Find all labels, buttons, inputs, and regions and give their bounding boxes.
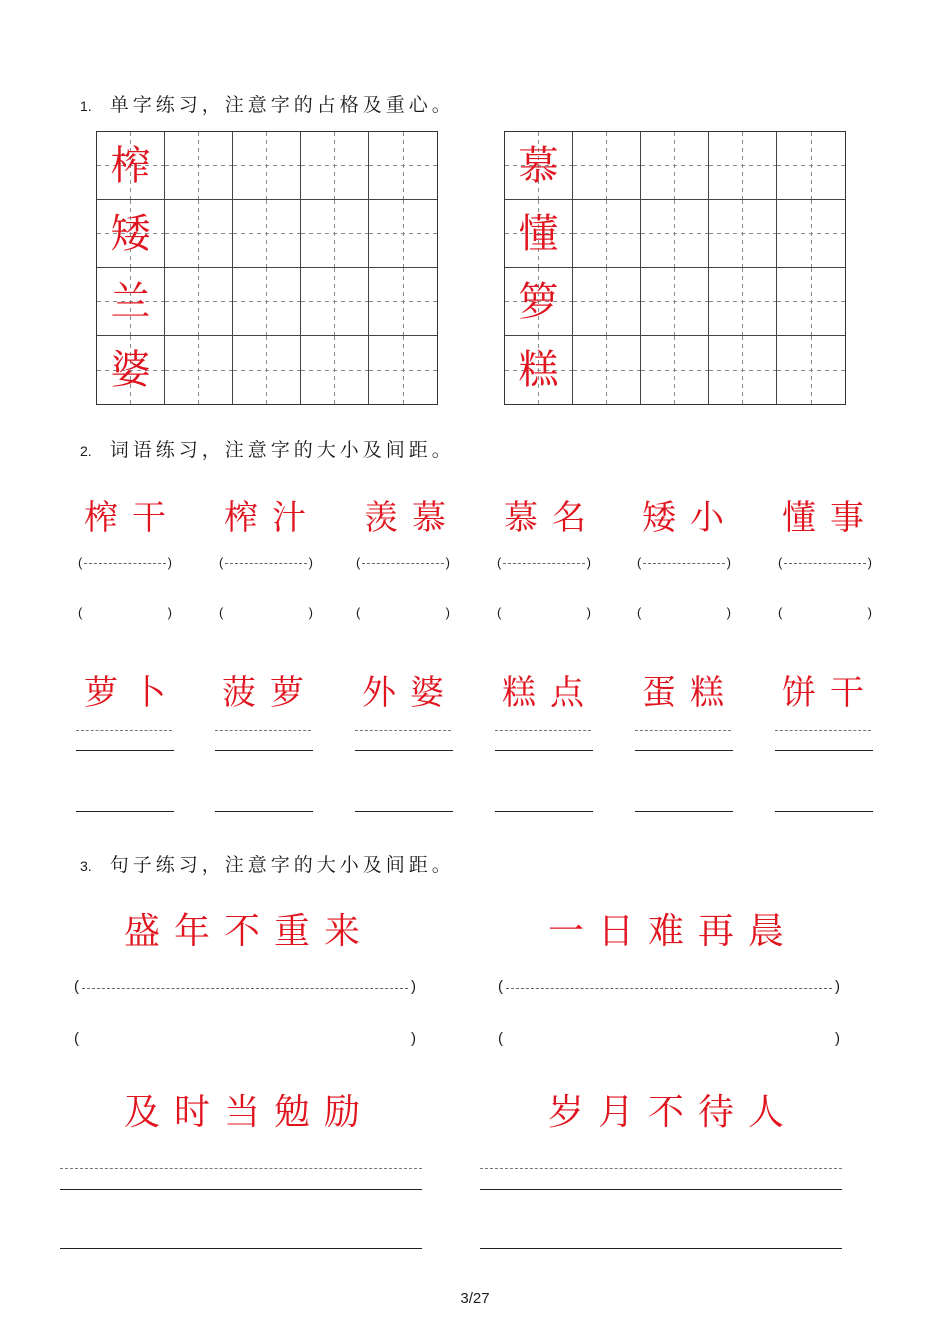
vocab-word: 蛋糕 <box>642 673 738 713</box>
writing-line[interactable] <box>635 750 733 751</box>
grid-cell <box>369 268 437 336</box>
grid-cell <box>165 336 233 404</box>
pinyin-blank[interactable]: ( ) <box>356 555 450 570</box>
grid-cell <box>165 132 233 200</box>
writing-guide <box>635 730 731 731</box>
grid-char: 糕 <box>518 347 559 393</box>
sentence: 盛年不重来 <box>124 911 375 952</box>
writing-guide <box>215 730 311 731</box>
grid-char: 慕 <box>518 142 559 189</box>
pinyin-blank[interactable]: ( ) <box>78 605 172 620</box>
grid-cell <box>777 336 845 404</box>
grid-cell <box>97 200 165 268</box>
writing-line[interactable] <box>76 750 174 751</box>
vocab-word: 矮小 <box>642 498 738 538</box>
section1-heading <box>80 90 455 117</box>
pinyin-blank[interactable]: ( ) <box>356 605 450 620</box>
writing-line[interactable] <box>355 750 453 751</box>
writing-line[interactable] <box>60 1248 422 1249</box>
writing-line[interactable] <box>480 1248 842 1249</box>
grid-cell <box>301 200 369 268</box>
vocab-word: 饼干 <box>782 673 878 713</box>
pinyin-blank[interactable]: ( ) <box>78 555 172 570</box>
pinyin-blank[interactable]: ( ) <box>778 555 872 570</box>
sentence: 岁月不待人 <box>548 1092 799 1133</box>
writing-line[interactable] <box>480 1189 842 1190</box>
grid-char: 矮 <box>110 210 151 257</box>
pinyin-blank[interactable]: ( ) <box>497 555 591 570</box>
grid-cell <box>165 268 233 336</box>
writing-line[interactable] <box>215 750 313 751</box>
section2-title: 词语练习，注意字的大小及间距。 <box>109 439 455 461</box>
writing-guide <box>76 730 172 731</box>
pinyin-blank[interactable]: ( ) <box>74 1030 416 1047</box>
sentence: 一日难再晨 <box>548 911 799 952</box>
vocab-word: 糕点 <box>502 673 598 713</box>
writing-line[interactable] <box>355 811 453 812</box>
writing-guide <box>480 1168 842 1169</box>
writing-guide <box>355 730 451 731</box>
section2-number: 2. <box>80 443 92 459</box>
writing-guide <box>775 730 871 731</box>
section1-number: 1. <box>80 98 92 114</box>
writing-line[interactable] <box>215 811 313 812</box>
writing-line[interactable] <box>775 811 873 812</box>
grid-cell <box>505 268 573 336</box>
grid-cell <box>777 268 845 336</box>
grid-cell <box>97 132 165 200</box>
grid-cell <box>165 200 233 268</box>
grid-cell <box>573 336 641 404</box>
pinyin-blank[interactable]: ( ) <box>637 605 731 620</box>
grid-cell <box>641 268 709 336</box>
grid-cell <box>301 132 369 200</box>
section2-heading <box>80 435 455 462</box>
pinyin-blank[interactable]: ( ) <box>497 605 591 620</box>
grid-cell <box>369 336 437 404</box>
grid-cell <box>505 200 573 268</box>
writing-guide <box>495 730 591 731</box>
writing-line[interactable] <box>635 811 733 812</box>
vocab-word: 羡慕 <box>364 498 460 538</box>
grid-cell <box>573 268 641 336</box>
section3-number: 3. <box>80 858 92 874</box>
grid-cell <box>505 336 573 404</box>
writing-line[interactable] <box>775 750 873 751</box>
page-number: 3/27 <box>460 1290 490 1307</box>
pinyin-blank[interactable]: ( ) <box>74 978 416 995</box>
char-grid-left <box>96 131 438 405</box>
grid-cell <box>641 200 709 268</box>
vocab-word: 外婆 <box>362 673 458 713</box>
pinyin-blank[interactable]: ( ) <box>778 605 872 620</box>
vocab-word: 菠萝 <box>222 673 318 713</box>
grid-cell <box>505 132 573 200</box>
pinyin-blank[interactable]: ( ) <box>637 555 731 570</box>
grid-char: 婆 <box>110 347 151 393</box>
grid-char: 榨 <box>110 142 151 189</box>
grid-cell <box>709 336 777 404</box>
grid-cell <box>97 268 165 336</box>
grid-cell <box>301 268 369 336</box>
sentence: 及时当勉励 <box>124 1092 375 1133</box>
grid-cell <box>641 132 709 200</box>
grid-char: 兰 <box>110 278 151 325</box>
writing-line[interactable] <box>60 1189 422 1190</box>
char-grid-right <box>504 131 846 405</box>
pinyin-blank[interactable]: ( ) <box>219 555 313 570</box>
vocab-word: 榨汁 <box>224 498 320 538</box>
grid-cell <box>573 132 641 200</box>
grid-cell <box>777 200 845 268</box>
section1-title: 单字练习，注意字的占格及重心。 <box>109 94 455 116</box>
section3-heading <box>80 850 455 877</box>
grid-cell <box>301 336 369 404</box>
vocab-word: 慕名 <box>504 498 600 538</box>
grid-cell <box>709 268 777 336</box>
vocab-word: 榨干 <box>84 498 180 538</box>
grid-cell <box>97 336 165 404</box>
grid-cell <box>369 200 437 268</box>
grid-cell <box>709 200 777 268</box>
grid-cell <box>233 268 301 336</box>
grid-cell <box>233 336 301 404</box>
grid-cell <box>233 200 301 268</box>
vocab-word: 萝卜 <box>84 673 180 713</box>
grid-cell <box>573 200 641 268</box>
writing-line[interactable] <box>495 750 593 751</box>
writing-line[interactable] <box>76 811 174 812</box>
vocab-word: 懂事 <box>782 498 878 538</box>
pinyin-blank[interactable]: ( ) <box>498 1030 840 1047</box>
grid-char: 箩 <box>518 278 559 325</box>
grid-char: 懂 <box>518 210 559 257</box>
pinyin-blank[interactable]: ( ) <box>498 978 840 995</box>
grid-cell <box>369 132 437 200</box>
grid-cell <box>709 132 777 200</box>
writing-line[interactable] <box>495 811 593 812</box>
grid-cell <box>641 336 709 404</box>
pinyin-blank[interactable]: ( ) <box>219 605 313 620</box>
grid-cell <box>233 132 301 200</box>
section3-title: 句子练习，注意字的大小及间距。 <box>109 854 455 876</box>
writing-guide <box>60 1168 422 1169</box>
grid-cell <box>777 132 845 200</box>
